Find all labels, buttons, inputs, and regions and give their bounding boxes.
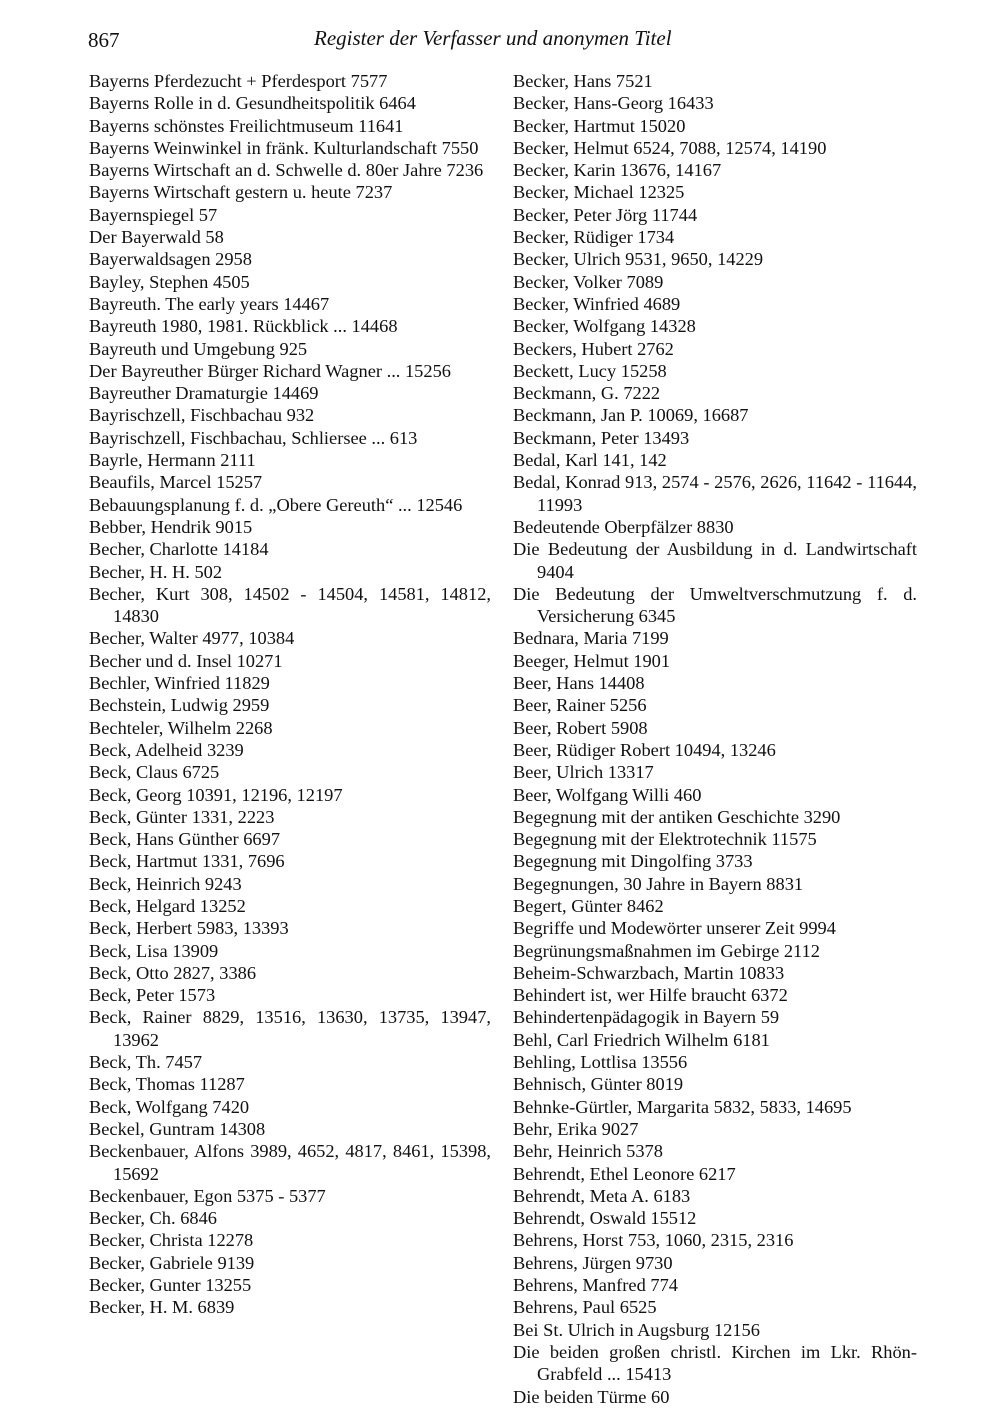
index-entry: Beck, Adelheid 3239	[89, 739, 244, 760]
index-entry: Bayreuth 1980, 1981. Rückblick ... 14468	[89, 316, 398, 337]
index-entry: Beck, Georg 10391, 12196, 12197	[89, 784, 343, 805]
index-entry: Behling, Lottlisa 13556	[513, 1052, 688, 1073]
index-entry: Behrendt, Oswald 15512	[513, 1208, 697, 1229]
index-entry: Begegnungen, 30 Jahre in Bayern 8831	[513, 873, 804, 894]
index-entry: Beer, Ulrich 13317	[513, 762, 654, 783]
index-entry: Begegnung mit der Elektrotechnik 11575	[513, 829, 817, 850]
index-entry: Beck, Thomas 11287	[89, 1074, 245, 1095]
index-entry: Bedal, Konrad 913, 2574 - 2576, 2626, 11642 - 11644, 11993	[513, 472, 917, 515]
index-entry: Bebauungsplanung f. d. „Obere Gereuth“ ... 12546	[89, 494, 463, 515]
index-entry: Beckmann, G. 7222	[513, 383, 661, 404]
index-column-right	[513, 70, 917, 1408]
index-entry: Bayerns schönstes Freilichtmuseum 11641	[89, 115, 404, 136]
index-entry: Becker, Volker 7089	[513, 271, 664, 292]
index-entry: Begegnung mit der antiken Geschichte 3290	[513, 806, 841, 827]
index-entry: Beck, Otto 2827, 3386	[89, 962, 257, 983]
index-entry: Bayreuth. The early years 14467	[89, 293, 330, 314]
index-entry: Beer, Robert 5908	[513, 717, 648, 738]
index-entry: Beck, Th. 7457	[89, 1052, 203, 1073]
index-entry: Bayrischzell, Fischbachau 932	[89, 405, 315, 426]
index-entry: Beck, Heinrich 9243	[89, 873, 242, 894]
index-entry: Begriffe und Modewörter unserer Zeit 9994	[513, 918, 836, 939]
index-entry: Behrens, Horst 753, 1060, 2315, 2316	[513, 1230, 794, 1251]
index-entry: Beer, Rainer 5256	[513, 695, 647, 716]
index-entry: Beck, Helgard 13252	[89, 895, 246, 916]
index-entry: Der Bayreuther Bürger Richard Wagner ... 15256	[89, 360, 451, 381]
index-entry: Becker, Hans 7521	[513, 71, 653, 91]
index-entry: Becker, Helmut 6524, 7088, 12574, 14190	[513, 137, 827, 158]
index-entry: Becker, Winfried 4689	[513, 293, 681, 314]
index-entry: Beeger, Helmut 1901	[513, 650, 671, 671]
running-title: Register der Verfasser und anonymen Titel	[314, 26, 672, 50]
index-entry: Bechler, Winfried 11829	[89, 673, 270, 694]
index-entry: Beckel, Guntram 14308	[89, 1118, 266, 1139]
index-entry: Behl, Carl Friedrich Wilhelm 6181	[513, 1029, 770, 1050]
index-entry: Bedal, Karl 141, 142	[513, 450, 667, 471]
index-entry: Bedeutende Oberpfälzer 8830	[513, 516, 734, 537]
index-entry: Behrendt, Ethel Leonore 6217	[513, 1163, 736, 1184]
index-entry: Bayrle, Hermann 2111	[89, 450, 256, 471]
index-entry: Bebber, Hendrik 9015	[89, 516, 253, 537]
index-entry: Bayerns Rolle in d. Gesundheitspolitik 6464	[89, 93, 416, 114]
index-entry: Beckenbauer, Alfons 3989, 4652, 4817, 8461, 15398, 15692	[89, 1141, 491, 1184]
index-entry: Begert, Günter 8462	[513, 895, 664, 916]
index-entry: Beer, Rüdiger Robert 10494, 13246	[513, 739, 776, 760]
index-entry: Behrendt, Meta A. 6183	[513, 1185, 691, 1206]
index-entry: Bayreuther Dramaturgie 14469	[89, 383, 319, 404]
index-entry: Bechteler, Wilhelm 2268	[89, 717, 273, 738]
index-entry: Becker, Peter Jörg 11744	[513, 204, 698, 225]
index-entry: Behrens, Jürgen 9730	[513, 1252, 673, 1273]
index-entry: Becker, Karin 13676, 14167	[513, 160, 722, 181]
index-entry: Bei St. Ulrich in Augsburg 12156	[513, 1319, 760, 1340]
index-entry: Behrens, Manfred 774	[513, 1275, 678, 1296]
index-entry: Beckers, Hubert 2762	[513, 338, 674, 359]
index-entry: Bayerns Pferdezucht + Pferdesport 7577	[89, 71, 388, 91]
index-entry: Behindertenpädagogik in Bayern 59	[513, 1007, 780, 1028]
page-number: 867	[88, 28, 120, 52]
index-entry: Becker, Gunter 13255	[89, 1275, 252, 1296]
index-entry: Die Bedeutung der Umweltverschmutzung f. d. Versicherung 6345	[513, 583, 917, 627]
index-entry: Beckett, Lucy 15258	[513, 360, 667, 381]
index-entry: Becher, Charlotte 14184	[89, 539, 269, 560]
index-entry: Beck, Peter 1573	[89, 985, 216, 1006]
index-entry: Bayerns Wirtschaft an d. Schwelle d. 80er Jahre 7236	[89, 160, 484, 181]
index-entry: Beck, Hans Günther 6697	[89, 829, 281, 850]
index-column-left	[89, 70, 491, 1319]
index-entry: Becker, Christa 12278	[89, 1230, 254, 1251]
index-entry: Begegnung mit Dingolfing 3733	[513, 851, 753, 872]
index-entry: Becher, H. H. 502	[89, 561, 223, 582]
index-entry: Die beiden großen christl. Kirchen im Lkr. Rhön-Grabfeld ... 15413	[513, 1341, 917, 1385]
index-entry: Beer, Hans 14408	[513, 673, 645, 694]
index-entry: Becker, H. M. 6839	[89, 1297, 235, 1318]
index-entry: Bayley, Stephen 4505	[89, 271, 250, 292]
index-entry: Der Bayerwald 58	[89, 227, 224, 248]
index-entry: Beck, Herbert 5983, 13393	[89, 918, 289, 939]
index-entry: Becker, Gabriele 9139	[89, 1252, 255, 1273]
index-entry: Beheim-Schwarzbach, Martin 10833	[513, 962, 785, 983]
index-entry: Beck, Günter 1331, 2223	[89, 806, 275, 827]
index-entry: Bayrischzell, Fischbachau, Schliersee ... 613	[89, 427, 418, 448]
index-entry: Bayernspiegel 57	[89, 204, 218, 225]
index-entry: Becher und d. Insel 10271	[89, 650, 283, 671]
index-entry: Die Bedeutung der Ausbildung in d. Landwirtschaft 9404	[513, 539, 917, 582]
index-entry: Beer, Wolfgang Willi 460	[513, 784, 702, 805]
index-entry: Begrünungsmaßnahmen im Gebirge 2112	[513, 940, 820, 961]
index-entry: Bayerns Wirtschaft gestern u. heute 7237	[89, 182, 393, 203]
index-entry: Bednara, Maria 7199	[513, 628, 669, 649]
index-entry: Behr, Erika 9027	[513, 1118, 639, 1139]
index-entry: Becker, Rüdiger 1734	[513, 227, 675, 248]
index-entry: Beck, Hartmut 1331, 7696	[89, 851, 285, 872]
index-entry: Bayerwaldsagen 2958	[89, 249, 252, 270]
index-entry: Bechstein, Ludwig 2959	[89, 695, 270, 716]
index-entry: Beckmann, Peter 13493	[513, 427, 690, 448]
index-entry: Behnke-Gürtler, Margarita 5832, 5833, 14695	[513, 1096, 852, 1117]
index-entry: Becker, Michael 12325	[513, 182, 685, 203]
index-entry: Becher, Walter 4977, 10384	[89, 628, 295, 649]
index-entry: Beck, Wolfgang 7420	[89, 1096, 250, 1117]
index-entry: Beck, Claus 6725	[89, 762, 220, 783]
index-entry: Behr, Heinrich 5378	[513, 1141, 663, 1162]
index-entry: Beck, Lisa 13909	[89, 940, 219, 961]
index-entry: Behindert ist, wer Hilfe braucht 6372	[513, 985, 788, 1006]
index-entry: Bayreuth und Umgebung 925	[89, 338, 308, 359]
index-entry: Becker, Ulrich 9531, 9650, 14229	[513, 249, 764, 270]
index-entry: Beck, Rainer 8829, 13516, 13630, 13735, 13947, 13962	[89, 1007, 491, 1050]
index-entry: Becker, Wolfgang 14328	[513, 316, 696, 337]
index-entry: Beckmann, Jan P. 10069, 16687	[513, 405, 749, 426]
index-entry: Die beiden Türme 60	[513, 1386, 670, 1407]
index-entry: Becker, Ch. 6846	[89, 1208, 217, 1229]
index-entry: Bayerns Weinwinkel in fränk. Kulturlandschaft 7550	[89, 137, 479, 158]
index-entry: Becher, Kurt 308, 14502 - 14504, 14581, 14812, 14830	[89, 583, 491, 627]
index-entry: Beckenbauer, Egon 5375 - 5377	[89, 1185, 326, 1206]
index-entry: Beaufils, Marcel 15257	[89, 472, 263, 493]
index-entry: Becker, Hartmut 15020	[513, 115, 686, 136]
index-entry: Behrens, Paul 6525	[513, 1297, 657, 1318]
index-entry: Becker, Hans-Georg 16433	[513, 93, 714, 114]
index-entry: Behnisch, Günter 8019	[513, 1074, 684, 1095]
